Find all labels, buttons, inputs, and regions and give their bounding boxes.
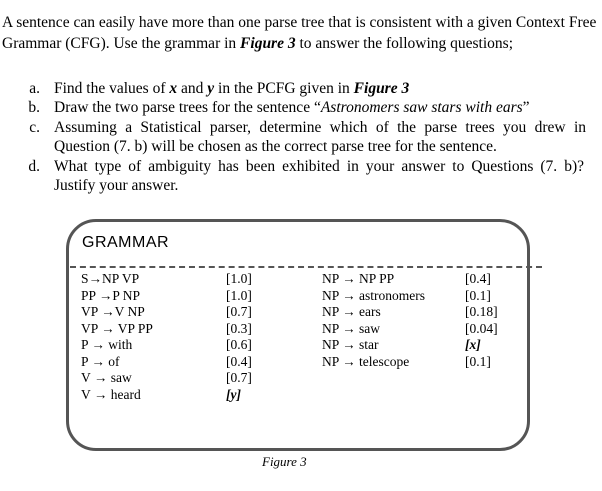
left-rules-column: [81, 271, 153, 403]
grammar-rule: NP → saw: [322, 320, 381, 336]
grammar-rule: V → saw: [81, 370, 132, 385]
rule-probability: [0.4]: [226, 353, 252, 369]
grammar-rule: P → of: [81, 353, 120, 369]
rule-probability: [0.6]: [226, 337, 252, 352]
rule-probability: [1.0]: [226, 287, 252, 303]
rule-probability: [0.7]: [226, 370, 252, 385]
grammar-rule: VP → VP PP: [81, 320, 153, 336]
left-probabilities-column: [226, 271, 252, 403]
grammar-rule: NP → telescope: [322, 353, 410, 369]
grammar-rule: VP →V NP: [81, 304, 145, 319]
grammar-rule: NP → ears: [322, 304, 381, 319]
grammar-rule: PP →P NP: [81, 287, 141, 303]
rule-probability: [x]: [465, 337, 481, 352]
figure-caption: Figure 3: [262, 454, 307, 469]
right-probabilities-column: [465, 271, 498, 370]
rule-probability: [0.7]: [226, 304, 252, 319]
intro-paragraph: A sentence can easily have more than one parse tree that is consistent with a given Context Free Grammar (CFG). Use the grammar in Figure 3 to answer the following questions;: [2, 14, 597, 52]
grammar-rule: NP → NP PP: [322, 271, 395, 286]
rule-probability: [0.04]: [465, 320, 498, 336]
rule-probability: [0.18]: [465, 304, 498, 319]
figure-reference: Figure 3: [240, 35, 296, 52]
rule-probability: [0.1]: [465, 353, 491, 369]
grammar-rule: V → heard: [81, 386, 141, 402]
right-rules-column: [322, 271, 425, 370]
grammar-rule: S→NP VP: [81, 271, 140, 286]
rule-probability: [0.4]: [465, 271, 491, 286]
rule-probability: [0.3]: [226, 320, 252, 336]
rule-probability: [y]: [226, 386, 241, 402]
grammar-rule: P → with: [81, 337, 133, 352]
grammar-rule: NP → astronomers: [322, 287, 425, 303]
grammar-rule: NP → star: [322, 337, 379, 352]
grammar-title: GRAMMAR: [82, 234, 170, 251]
rule-probability: [1.0]: [226, 271, 252, 286]
rule-probability: [0.1]: [465, 287, 491, 303]
dashed-divider: [70, 266, 542, 268]
